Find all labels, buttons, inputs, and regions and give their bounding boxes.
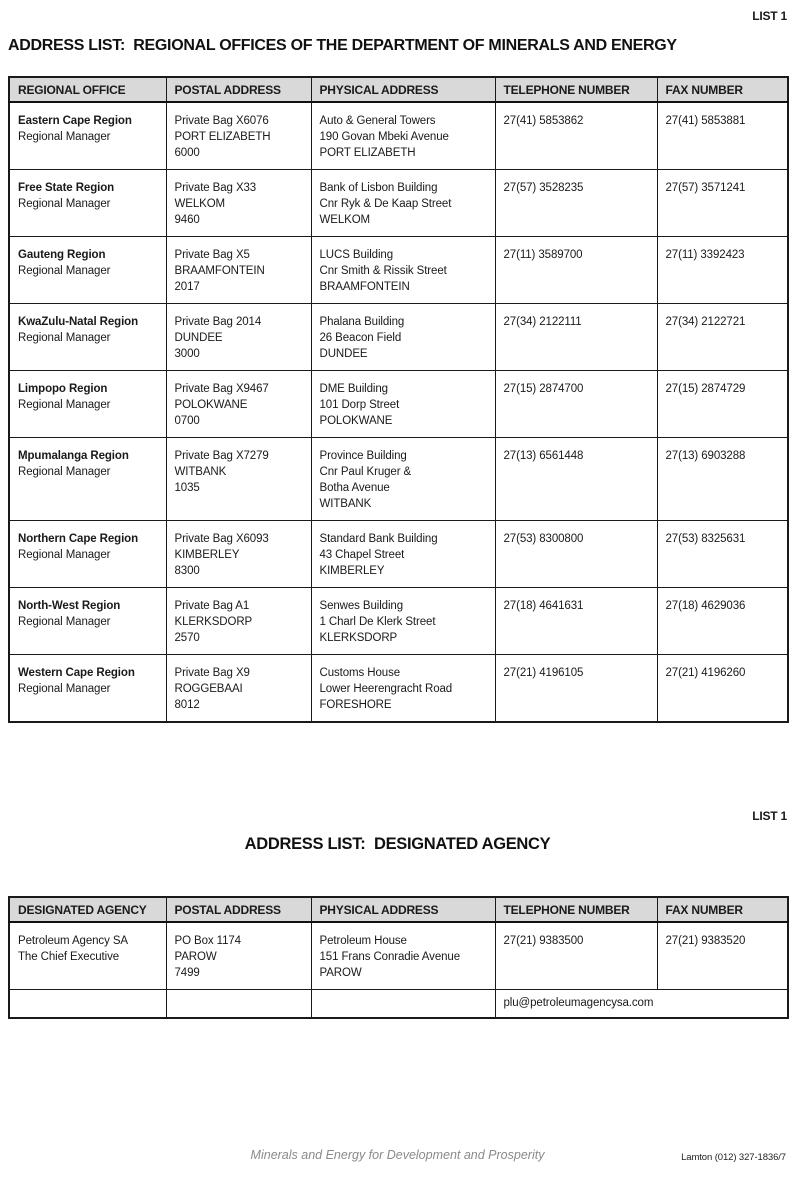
telephone-number-cell: 27(18) 4641631 — [495, 588, 657, 655]
physical-address-line: 1 Charl De Klerk Street — [319, 616, 436, 628]
page-title-regional-offices: ADDRESS LIST: REGIONAL OFFICES OF THE DEPARTMENT OF MINERALS AND ENERGY — [8, 37, 677, 54]
postal-address-line: Private Bag X6093 — [174, 533, 269, 545]
list-label-regional: LIST 1 — [752, 9, 787, 23]
physical-address-line: Petroleum House — [319, 935, 407, 947]
fax-number-cell: 27(34) 2122721 — [657, 304, 788, 371]
fax-number-cell: 27(11) 3392423 — [657, 237, 788, 304]
postal-address-line: ROGGEBAAI — [174, 683, 243, 695]
office-cell — [9, 371, 166, 438]
office-role: Regional Manager — [18, 198, 111, 210]
table-header-row — [9, 897, 788, 922]
postal-address-line: 9460 — [174, 214, 200, 226]
fax-number-cell: 27(41) 5853881 — [657, 102, 788, 170]
column-header-telephone-number: TELEPHONE NUMBER — [495, 897, 657, 922]
physical-address-line: Lower Heerengracht Road — [319, 683, 453, 695]
designated-agency-table — [8, 896, 789, 1019]
office-name: North-West Region — [18, 600, 121, 612]
table-row — [9, 371, 788, 438]
physical-address-cell — [311, 438, 495, 521]
physical-address-line: BRAAMFONTEIN — [319, 281, 410, 293]
office-cell — [9, 438, 166, 521]
postal-address-line: 2017 — [174, 281, 200, 293]
office-cell — [9, 237, 166, 304]
table-row — [9, 237, 788, 304]
page-footer — [0, 1148, 795, 1164]
postal-address-cell — [166, 922, 311, 990]
physical-address-cell — [311, 237, 495, 304]
postal-address-line: 0700 — [174, 415, 200, 427]
postal-address-cell — [166, 170, 311, 237]
table-row — [9, 922, 788, 990]
postal-address-line: PORT ELIZABETH — [174, 131, 271, 143]
column-header-regional-office: REGIONAL OFFICE — [9, 77, 166, 102]
empty-cell — [166, 990, 311, 1019]
postal-address-line: Private Bag A1 — [174, 600, 250, 612]
fax-number-cell: 27(18) 4629036 — [657, 588, 788, 655]
column-header-fax-number: FAX NUMBER — [657, 897, 788, 922]
table-row — [9, 588, 788, 655]
office-name: Western Cape Region — [18, 667, 135, 679]
postal-address-cell — [166, 102, 311, 170]
physical-address-line: 26 Beacon Field — [319, 332, 402, 344]
column-header-designated-agency: DESIGNATED AGENCY — [9, 897, 166, 922]
physical-address-line: Bank of Lisbon Building — [319, 182, 438, 194]
page-title-designated-agency: ADDRESS LIST: DESIGNATED AGENCY — [244, 835, 551, 853]
physical-address-cell — [311, 521, 495, 588]
postal-address-line: KLERKSDORP — [174, 616, 253, 628]
telephone-number-cell: 27(13) 6561448 — [495, 438, 657, 521]
postal-address-line: 6000 — [174, 147, 200, 159]
physical-address-line: DME Building — [319, 383, 388, 395]
physical-address-line: WELKOM — [319, 214, 371, 226]
agency-email-cell: plu@petroleumagencysa.com — [495, 990, 788, 1019]
postal-address-cell — [166, 304, 311, 371]
telephone-number-cell: 27(57) 3528235 — [495, 170, 657, 237]
physical-address-cell — [311, 371, 495, 438]
empty-cell — [9, 990, 166, 1019]
physical-address-line: LUCS Building — [319, 249, 393, 261]
physical-address-line: WITBANK — [319, 498, 372, 510]
postal-address-line: WITBANK — [174, 466, 227, 478]
office-role: Regional Manager — [18, 683, 111, 695]
postal-address-cell — [166, 237, 311, 304]
list-label-agency: LIST 1 — [752, 809, 787, 823]
agency-email-row — [9, 990, 788, 1019]
physical-address-line: Province Building — [319, 450, 407, 462]
postal-address-line: KIMBERLEY — [174, 549, 240, 561]
physical-address-cell — [311, 588, 495, 655]
physical-address-line: FORESHORE — [319, 699, 392, 711]
office-name: Mpumalanga Region — [18, 450, 129, 462]
physical-address-line: Cnr Paul Kruger & — [319, 466, 412, 478]
table-row — [9, 655, 788, 723]
postal-address-line: Private Bag X6076 — [174, 115, 269, 127]
physical-address-line: 101 Dorp Street — [319, 399, 400, 411]
table-row — [9, 102, 788, 170]
postal-address-cell — [166, 588, 311, 655]
physical-address-line: PAROW — [319, 967, 362, 979]
postal-address-line: 8012 — [174, 699, 200, 711]
column-header-fax-number: FAX NUMBER — [657, 77, 788, 102]
physical-address-cell — [311, 655, 495, 723]
office-role: Regional Manager — [18, 466, 111, 478]
office-name: Eastern Cape Region — [18, 115, 132, 127]
physical-address-line: PORT ELIZABETH — [319, 147, 416, 159]
table-row — [9, 438, 788, 521]
fax-number-cell: 27(21) 9383520 — [657, 922, 788, 990]
regional-offices-table — [8, 76, 789, 723]
postal-address-cell — [166, 655, 311, 723]
fax-number-cell: 27(57) 3571241 — [657, 170, 788, 237]
table-row — [9, 304, 788, 371]
column-header-telephone-number: TELEPHONE NUMBER — [495, 77, 657, 102]
office-name: KwaZulu-Natal Region — [18, 316, 139, 328]
postal-address-line: PO Box 1174 — [174, 935, 241, 947]
footer-printer-credit: Lamton (012) 327-1836/7 — [681, 1152, 786, 1163]
postal-address-line: POLOKWANE — [174, 399, 248, 411]
column-header-postal-address: POSTAL ADDRESS — [166, 77, 311, 102]
table-row — [9, 521, 788, 588]
postal-address-line: Private Bag X33 — [174, 182, 257, 194]
postal-address-line: 2570 — [174, 632, 200, 644]
office-cell — [9, 304, 166, 371]
office-role: Regional Manager — [18, 616, 111, 628]
postal-address-cell — [166, 438, 311, 521]
column-header-postal-address: POSTAL ADDRESS — [166, 897, 311, 922]
postal-address-line: PAROW — [174, 951, 217, 963]
physical-address-line: 43 Chapel Street — [319, 549, 405, 561]
office-cell — [9, 521, 166, 588]
office-name: Gauteng Region — [18, 249, 106, 261]
column-header-physical-address: PHYSICAL ADDRESS — [311, 897, 495, 922]
footer-motto: Minerals and Energy for Development and Prosperity — [250, 1148, 545, 1162]
office-cell — [9, 922, 166, 990]
postal-address-line: Private Bag X9467 — [174, 383, 269, 395]
fax-number-cell: 27(13) 6903288 — [657, 438, 788, 521]
office-role: Regional Manager — [18, 265, 111, 277]
office-cell — [9, 102, 166, 170]
postal-address-line: BRAAMFONTEIN — [174, 265, 265, 277]
office-cell — [9, 588, 166, 655]
office-name: Petroleum Agency SA — [18, 935, 128, 947]
table-row — [9, 170, 788, 237]
postal-address-line: 7499 — [174, 967, 200, 979]
fax-number-cell: 27(21) 4196260 — [657, 655, 788, 723]
postal-address-line: Private Bag 2014 — [174, 316, 262, 328]
physical-address-line: Auto & General Towers — [319, 115, 436, 127]
office-role: Regional Manager — [18, 549, 111, 561]
postal-address-line: DUNDEE — [174, 332, 223, 344]
physical-address-line: DUNDEE — [319, 348, 368, 360]
column-header-physical-address: PHYSICAL ADDRESS — [311, 77, 495, 102]
physical-address-line: KLERKSDORP — [319, 632, 398, 644]
office-role: Regional Manager — [18, 332, 111, 344]
telephone-number-cell: 27(21) 9383500 — [495, 922, 657, 990]
office-name: Limpopo Region — [18, 383, 108, 395]
physical-address-line: Phalana Building — [319, 316, 405, 328]
physical-address-line: KIMBERLEY — [319, 565, 385, 577]
physical-address-line: Cnr Smith & Rissik Street — [319, 265, 447, 277]
physical-address-line: Botha Avenue — [319, 482, 390, 494]
office-name: Northern Cape Region — [18, 533, 139, 545]
physical-address-line: Senwes Building — [319, 600, 404, 612]
postal-address-line: WELKOM — [174, 198, 226, 210]
office-role: The Chief Executive — [18, 951, 120, 963]
telephone-number-cell: 27(53) 8300800 — [495, 521, 657, 588]
postal-address-cell — [166, 371, 311, 438]
office-cell — [9, 170, 166, 237]
office-cell — [9, 655, 166, 723]
physical-address-line: 151 Frans Conradie Avenue — [319, 951, 460, 963]
telephone-number-cell: 27(21) 4196105 — [495, 655, 657, 723]
physical-address-line: Cnr Ryk & De Kaap Street — [319, 198, 452, 210]
fax-number-cell: 27(15) 2874729 — [657, 371, 788, 438]
physical-address-cell — [311, 102, 495, 170]
physical-address-line: Customs House — [319, 667, 401, 679]
office-role: Regional Manager — [18, 131, 111, 143]
telephone-number-cell: 27(34) 2122111 — [495, 304, 657, 371]
physical-address-line: POLOKWANE — [319, 415, 393, 427]
office-name: Free State Region — [18, 182, 115, 194]
postal-address-line: Private Bag X5 — [174, 249, 250, 261]
fax-number-cell: 27(53) 8325631 — [657, 521, 788, 588]
physical-address-cell — [311, 922, 495, 990]
telephone-number-cell: 27(41) 5853862 — [495, 102, 657, 170]
empty-cell — [311, 990, 495, 1019]
physical-address-line: Standard Bank Building — [319, 533, 438, 545]
postal-address-cell — [166, 521, 311, 588]
postal-address-line: 8300 — [174, 565, 200, 577]
telephone-number-cell: 27(11) 3589700 — [495, 237, 657, 304]
physical-address-cell — [311, 304, 495, 371]
postal-address-line: Private Bag X7279 — [174, 450, 269, 462]
office-role: Regional Manager — [18, 399, 111, 411]
postal-address-line: Private Bag X9 — [174, 667, 250, 679]
physical-address-cell — [311, 170, 495, 237]
physical-address-line: 190 Govan Mbeki Avenue — [319, 131, 449, 143]
table-header-row — [9, 77, 788, 102]
postal-address-line: 1035 — [174, 482, 200, 494]
telephone-number-cell: 27(15) 2874700 — [495, 371, 657, 438]
postal-address-line: 3000 — [174, 348, 200, 360]
